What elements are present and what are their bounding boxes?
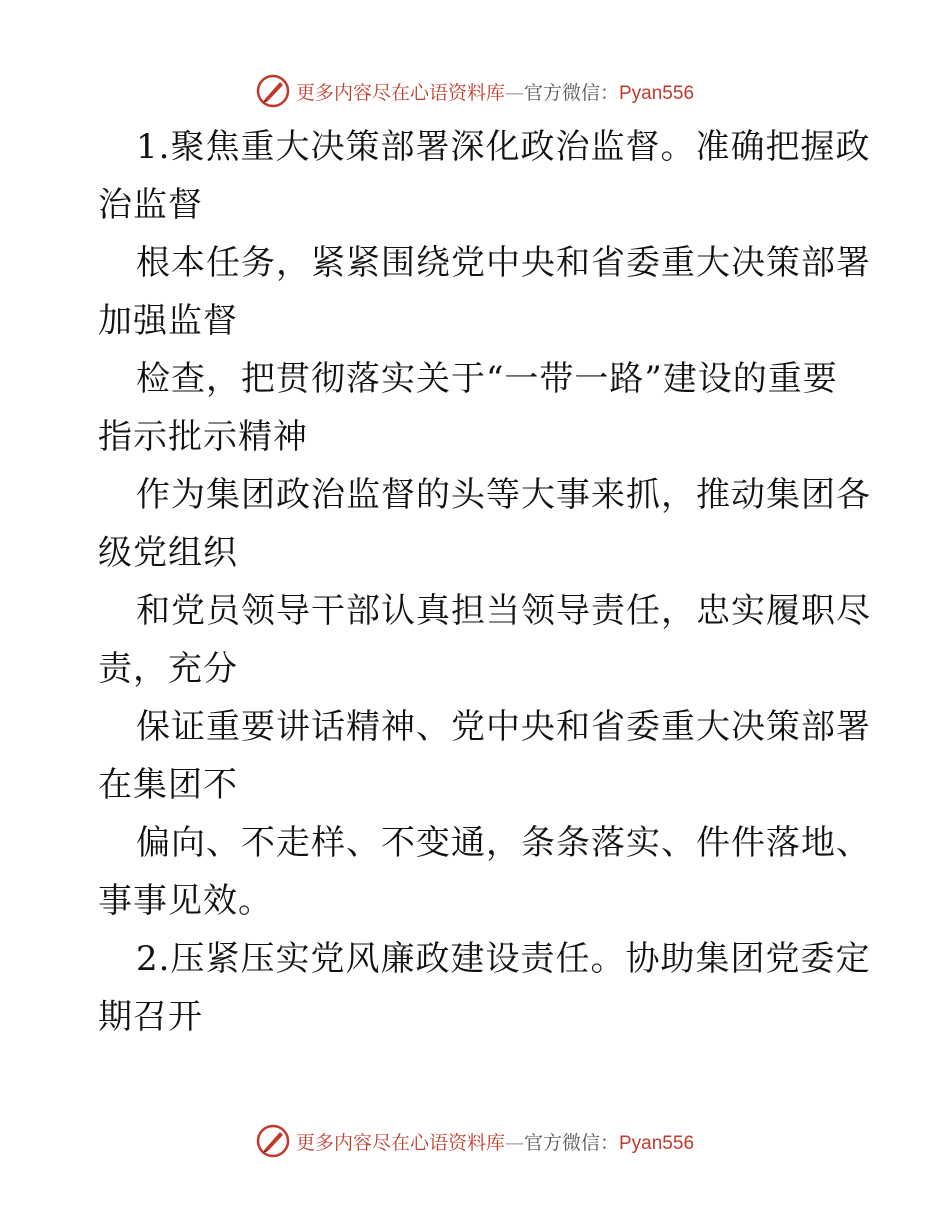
body-line: 根本任务，紧紧围绕党中央和省委重大决策部署 [136, 243, 871, 283]
body-line: 指示批示精神 [98, 417, 308, 457]
body-line: 作为集团政治监督的头等大事来抓，推动集团各 [136, 475, 871, 515]
body-line: 偏向、不走样、不变通，条条落实、件件落地、 [136, 823, 871, 863]
body-line: 加强监督 [98, 301, 238, 341]
body-line: 和党员领导干部认真担当领导责任，忠实履职尽 [136, 591, 871, 631]
body-line: 1.聚焦重大决策部署深化政治监督。准确把握政 [136, 127, 871, 167]
body-line: 保证重要讲话精神、党中央和省委重大决策部署 [136, 707, 871, 747]
header-banner-text: 更多内容尽在心语资料库 [295, 81, 505, 104]
footer-wechat-id: Pyan556 [619, 1132, 695, 1154]
body-line: 治监督 [98, 185, 203, 225]
header-wechat-id: Pyan556 [619, 82, 695, 104]
footer-banner [0, 1121, 950, 1161]
header-wechat-label: 官方微信： [523, 81, 619, 104]
header-banner [0, 71, 950, 111]
footer-wechat-label: 官方微信： [523, 1131, 619, 1154]
footer-banner-text: 更多内容尽在心语资料库 [295, 1131, 505, 1154]
body-line: 检查，把贯彻落实关于“一带一路”建设的重要 [136, 359, 838, 399]
body-line: 在集团不 [98, 765, 238, 805]
body-line: 2.压紧压实党风廉政建设责任。协助集团党委定 [136, 939, 871, 979]
header-separator: — [504, 81, 524, 104]
body-line: 事事见效。 [98, 881, 273, 921]
body-line: 期召开 [98, 997, 203, 1037]
document-body [98, 118, 871, 1046]
quill-pen-logo-icon [256, 74, 290, 108]
quill-pen-logo-icon [256, 1124, 290, 1158]
body-line: 级党组织 [98, 533, 238, 573]
footer-separator: — [504, 1131, 524, 1154]
body-line: 责，充分 [98, 649, 238, 689]
